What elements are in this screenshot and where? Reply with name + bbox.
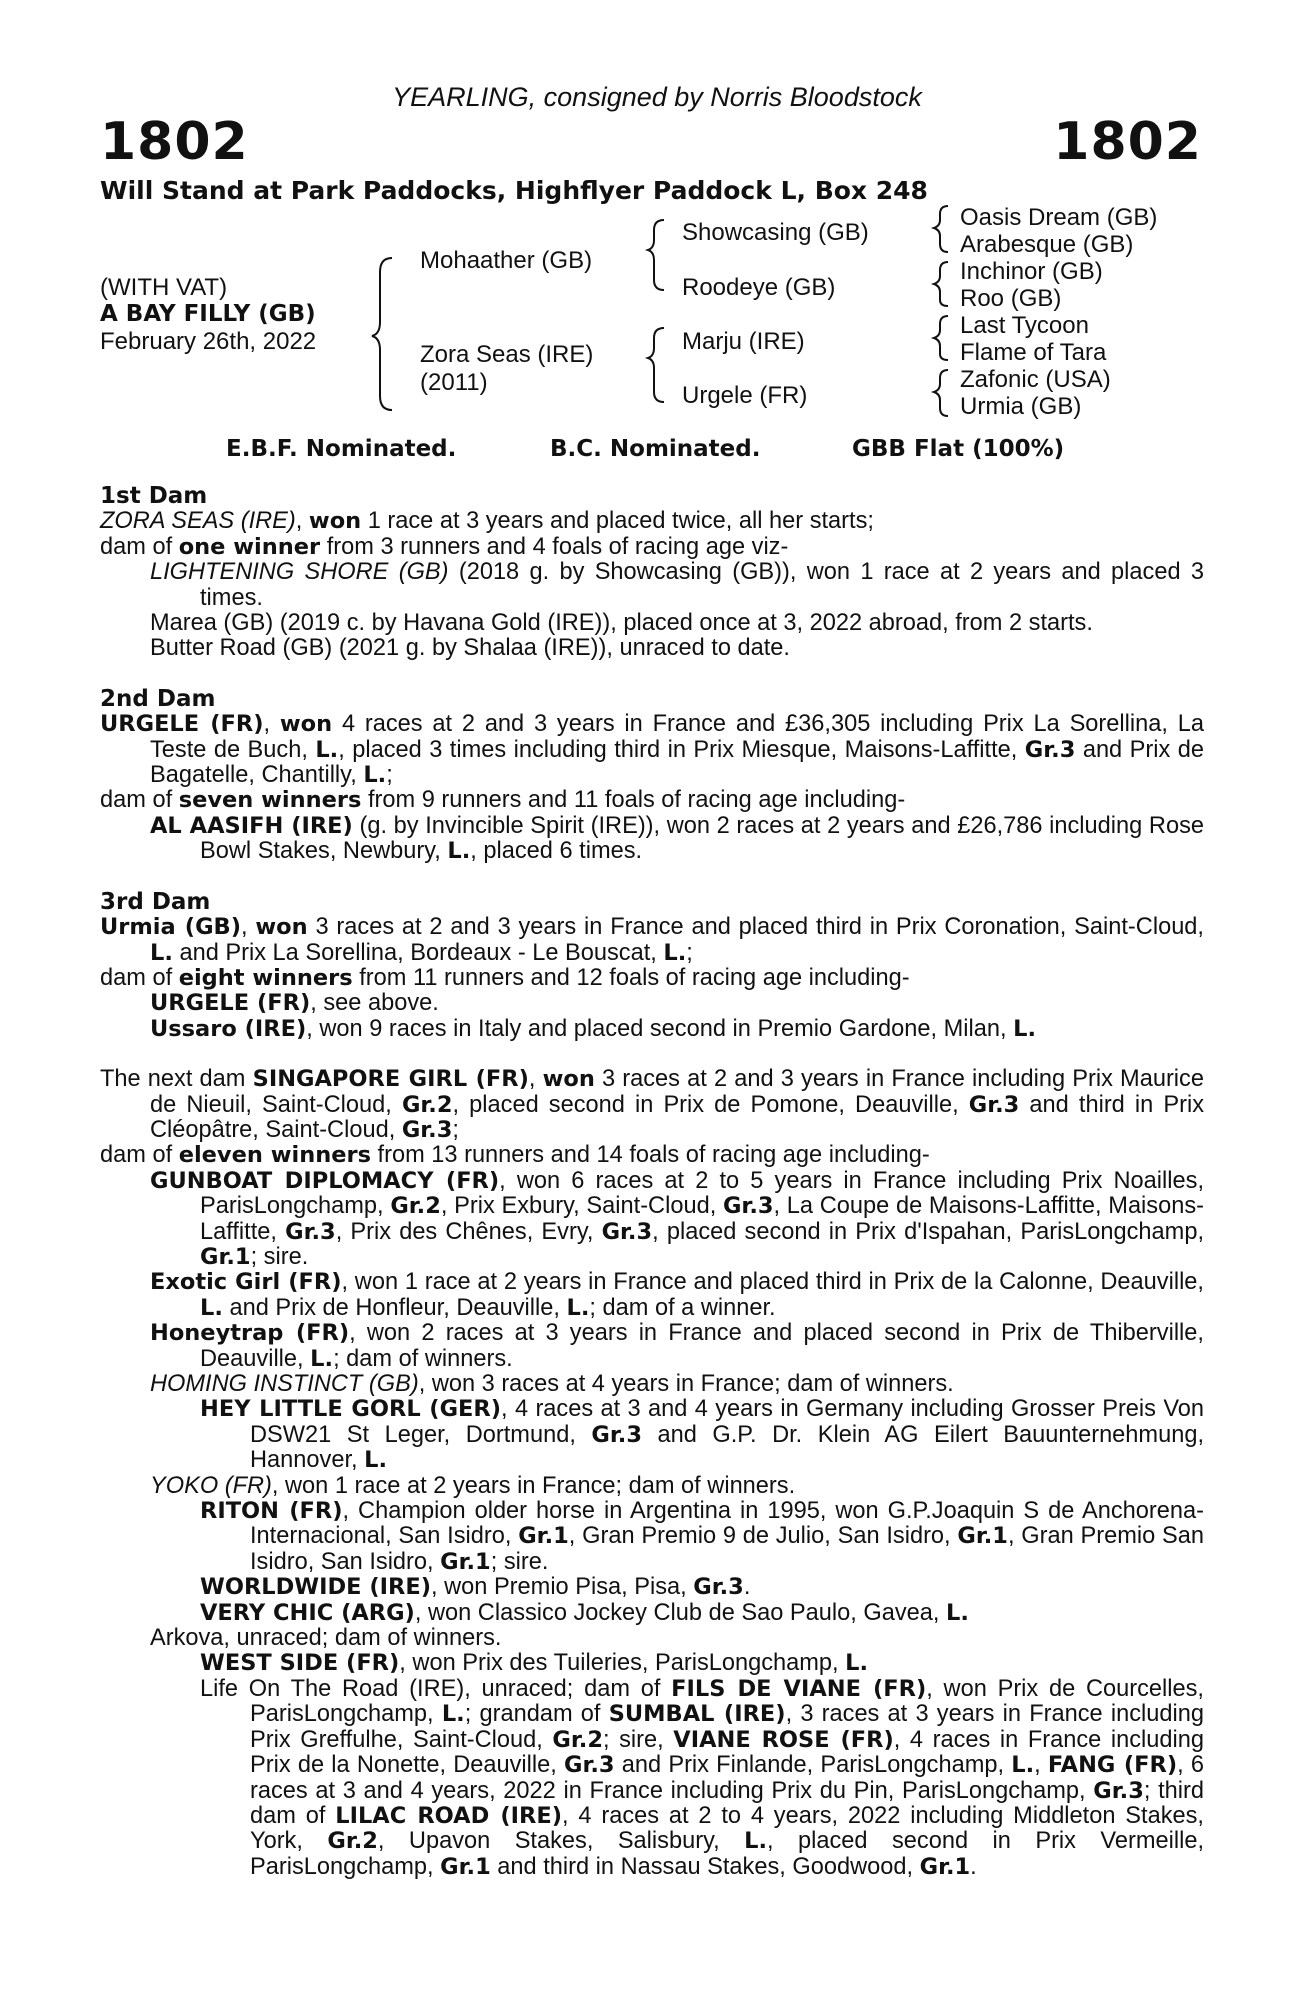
- pedigree-dam-sire: Marju (IRE): [682, 328, 805, 355]
- produce-entry: Exotic Girl (FR), won 1 race at 2 years in France and placed third in Prix de la Calonne, Deauville, L. and Prix de Honfleur, Deauville, L.; dam of a winner.: [150, 1269, 1204, 1321]
- pedigree-ggp-6: Flame of Tara: [960, 339, 1107, 366]
- third-dam-produce-summary: dam of eight winners from 11 runners and 12 foals of racing age including-: [100, 964, 910, 991]
- pedigree-ggp-2: Arabesque (GB): [960, 231, 1134, 258]
- gbb-note: GBB Flat (100%): [852, 436, 1065, 462]
- produce-entry: WEST SIDE (FR), won Prix des Tuileries, ParisLongchamp, L.: [200, 1650, 869, 1677]
- consignment-line: YEARLING, consigned by Norris Bloodstock: [392, 82, 922, 112]
- foaling-date: February 26th, 2022: [100, 328, 317, 355]
- catalogue-body: [100, 484, 1204, 1880]
- pedigree-ggp-4: Roo (GB): [960, 285, 1062, 312]
- pedigree-ggp-3: Inchinor (GB): [960, 258, 1103, 285]
- produce-entry: Marea (GB) (2019 c. by Havana Gold (IRE)), placed once at 3, 2022 abroad, from 2 starts.: [150, 610, 1093, 637]
- lot-number-left: 1802: [100, 112, 249, 172]
- pedigree-ggp-7: Zafonic (USA): [960, 366, 1111, 393]
- first-dam-heading: 1st Dam: [100, 483, 208, 509]
- ebf-nomination: E.B.F. Nominated.: [226, 436, 457, 462]
- produce-entry: LIGHTENING SHORE (GB) (2018 g. by Showcasing (GB)), won 1 race at 2 years and placed 3 times.: [150, 559, 1204, 611]
- vat-note: (WITH VAT): [100, 274, 228, 301]
- second-dam-section: [100, 687, 1204, 865]
- pedigree-dam-year: (2011): [420, 369, 488, 396]
- horse-name: A BAY FILLY (GB): [100, 301, 316, 327]
- second-dam-produce-summary: dam of seven winners from 9 runners and 11 foals of racing age including-: [100, 787, 906, 814]
- next-dam-section: [100, 1067, 1204, 1880]
- pedigree-sire: Mohaather (GB): [420, 247, 593, 274]
- pedigree-ggp-1: Oasis Dream (GB): [960, 204, 1158, 231]
- first-dam-produce-summary: dam of one winner from 3 runners and 4 foals of racing age viz-: [100, 533, 789, 560]
- produce-entry: VERY CHIC (ARG), won Classico Jockey Club de Sao Paulo, Gavea, L.: [200, 1599, 969, 1626]
- next-dam-record: The next dam SINGAPORE GIRL (FR), won 3 races at 2 and 3 years in France including Prix Maurice de Nieuil, Saint-Cloud, Gr.2, placed second in Prix de Pomone, Deauville, Gr.3 and third in Prix Cléopâtre, Saint-Cloud, Gr.3;: [100, 1066, 1204, 1143]
- bc-nomination: B.C. Nominated.: [550, 436, 761, 462]
- produce-entry: Life On The Road (IRE), unraced; dam of FILS DE VIANE (FR), won Prix de Courcelles, ParisLongchamp, L.; grandam of SUMBAL (IRE), 3 races at 3 years in France including Prix Greffulhe, Saint-Cloud, Gr.2; sire, VIANE ROSE (FR), 4 races in France including Prix de la Nonette, Deauville, Gr.3 and Prix Finlande, ParisLongchamp, L., FANG (FR), 6 races at 3 and 4 years, 2022 in France including Prix du Pin, ParisLongchamp, Gr.3; third dam of LILAC ROAD (IRE), 4 races at 2 to 4 years, 2022 including Middleton Stakes, York, Gr.2, Upavon Stakes, Salisbury, L., placed second in Prix Vermeille, ParisLongchamp, Gr.1 and third in Nassau Stakes, Goodwood, Gr.1.: [200, 1675, 1205, 1880]
- third-dam-section: [100, 890, 1204, 1042]
- pedigree-sire-sire: Showcasing (GB): [682, 219, 869, 246]
- produce-entry: HOMING INSTINCT (GB), won 3 races at 4 years in France; dam of winners.: [150, 1371, 954, 1397]
- produce-entry: Honeytrap (FR), won 2 races at 3 years in France and placed second in Prix de Thiberville, Deauville, L.; dam of winners.: [150, 1320, 1204, 1372]
- third-dam-heading: 3rd Dam: [100, 888, 211, 915]
- pedigree-ggp-5: Last Tycoon: [960, 312, 1089, 339]
- produce-entry: Butter Road (GB) (2021 g. by Shalaa (IRE)), unraced to date.: [150, 635, 790, 662]
- produce-entry: Ussaro (IRE), won 9 races in Italy and placed second in Premio Gardone, Milan, L.: [150, 1015, 1037, 1042]
- pedigree-dam: Zora Seas (IRE): [420, 341, 594, 368]
- pedigree-sire-dam: Roodeye (GB): [682, 274, 836, 301]
- lot-number-right: 1802: [1053, 112, 1202, 172]
- second-dam-record: URGELE (FR), won 4 races at 2 and 3 years in France and £36,305 including Prix La Sorellina, La Teste de Buch, L., placed 3 times including third in Prix Miesque, Maisons-Laffitte, Gr.3 and Prix de Bagatelle, Chantilly, L.;: [100, 711, 1204, 789]
- produce-entry: YOKO (FR), won 1 race at 2 years in France; dam of winners.: [150, 1472, 796, 1499]
- next-dam-produce-summary: dam of eleven winners from 13 runners and 14 foals of racing age including-: [100, 1142, 930, 1169]
- produce-entry: Arkova, unraced; dam of winners.: [150, 1625, 502, 1652]
- pedigree-dam-dam: Urgele (FR): [682, 382, 808, 409]
- pedigree-ggp-8: Urmia (GB): [960, 393, 1082, 420]
- produce-entry: URGELE (FR), see above.: [150, 990, 439, 1017]
- first-dam-record: ZORA SEAS (IRE), won 1 race at 3 years and placed twice, all her starts;: [100, 508, 874, 535]
- third-dam-record: Urmia (GB), won 3 races at 2 and 3 years in France and placed third in Prix Coronation, Saint-Cloud, L. and Prix La Sorellina, Bordeaux - Le Bouscat, L.;: [100, 914, 1204, 966]
- stand-location: Will Stand at Park Paddocks, Highflyer Paddock L, Box 248: [100, 176, 928, 205]
- produce-entry: HEY LITTLE GORL (GER), 4 races at 3 and 4 years in Germany including Grosser Preis Von DSW21 St Leger, Dortmund, Gr.3 and G.P. Dr. Klein AG Eilert Bauunternehmung, Hannover, L.: [200, 1396, 1205, 1474]
- first-dam-section: [100, 484, 1204, 662]
- produce-entry: GUNBOAT DIPLOMACY (FR), won 6 races at 2 to 5 years in France including Prix Noailles, ParisLongchamp, Gr.2, Prix Exbury, Saint-Cloud, Gr.3, La Coupe de Maisons-Laffitte, Maisons-Laffitte, Gr.3, Prix des Chênes, Evry, Gr.3, placed second in Prix d'Ispahan, ParisLongchamp, Gr.1; sire.: [150, 1167, 1204, 1270]
- produce-entry: AL AASIFH (IRE) (g. by Invincible Spirit (IRE)), won 2 races at 2 years and £26,786 including Rose Bowl Stakes, Newbury, L., placed 6 times.: [150, 812, 1204, 865]
- second-dam-heading: 2nd Dam: [100, 685, 216, 712]
- produce-entry: RITON (FR), Champion older horse in Argentina in 1995, won G.P.Joaquin S de Anchorena-Internacional, San Isidro, Gr.1, Gran Premio 9 de Julio, San Isidro, Gr.1, Gran Premio San Isidro, San Isidro, Gr.1; sire.: [200, 1498, 1205, 1575]
- produce-entry: WORLDWIDE (IRE), won Premio Pisa, Pisa, Gr.3.: [200, 1574, 751, 1601]
